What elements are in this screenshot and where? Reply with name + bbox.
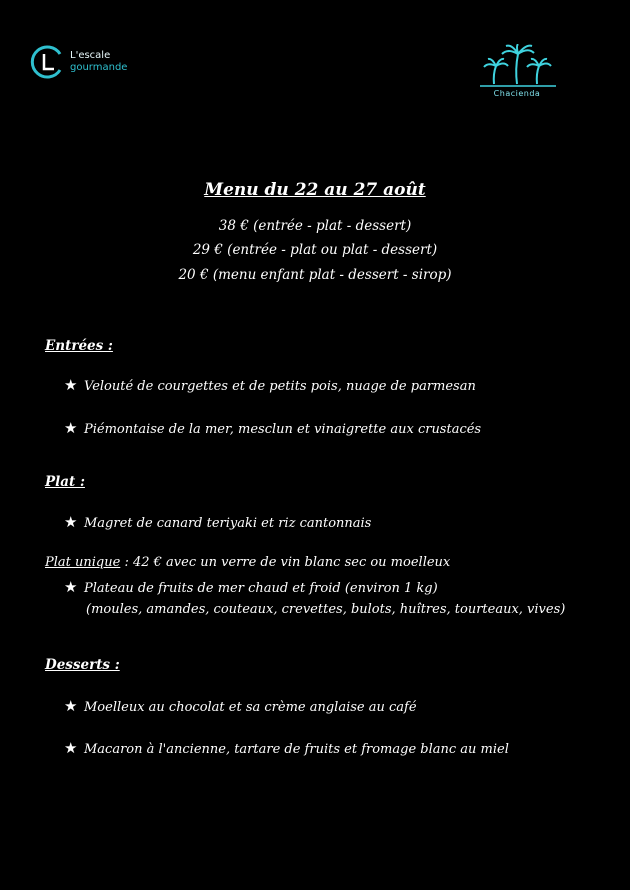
palm-trees-icon [472,44,562,90]
escale-logo [30,44,150,84]
price-line-3: 20 € (menu enfant plat - dessert - sirop) [178,267,452,283]
escale-logo-mark [30,44,66,80]
star-icon: ★ [64,513,78,531]
entree-item-1: ★ Velouté de courgettes et de petits pois, nuage de parmesan [64,376,476,394]
star-icon: ★ [64,376,78,394]
chacienda-logo [472,44,562,100]
price-line-2: 29 € (entrée - plat ou plat - dessert) [192,242,438,258]
chacienda-logo-text: Chacienda [493,89,541,98]
star-icon: ★ [64,578,78,596]
plat-unique-heading: Plat unique : 42 € avec un verre de vin blanc sec ou moelleux [45,555,451,570]
plat-unique-detail: : 42 € avec un verre de vin blanc sec ou moelleux [120,555,451,570]
desserts-heading: Desserts : [45,657,120,673]
plat-unique-sub: (moules, amandes, couteaux, crevettes, bulots, huîtres, tourteaux, vives) [86,602,566,617]
star-icon: ★ [64,697,78,715]
price-line-1: 38 € (entrée - plat - dessert) [218,218,412,234]
plat-unique-item: ★ Plateau de fruits de mer chaud et froid (environ 1 kg) [64,578,438,596]
star-icon: ★ [64,739,78,757]
escale-logo-line1: L'escale [70,50,111,61]
plat-heading: Plat : [45,474,85,490]
dessert-item-1: ★ Moelleux au chocolat et sa crème anglaise au café [64,697,417,715]
star-icon: ★ [64,419,78,437]
menu-title: Menu du 22 au 27 août [204,180,426,200]
entrees-heading: Entrées : [45,338,113,354]
entree-item-2: ★ Piémontaise de la mer, mesclun et vinaigrette aux crustacés [64,419,482,437]
dessert-item-2: ★ Macaron à l'ancienne, tartare de fruits et fromage blanc au miel [64,739,509,757]
plat-item-1: ★ Magret de canard teriyaki et riz cantonnais [64,513,372,531]
escale-logo-line2: gourmande [70,62,128,73]
